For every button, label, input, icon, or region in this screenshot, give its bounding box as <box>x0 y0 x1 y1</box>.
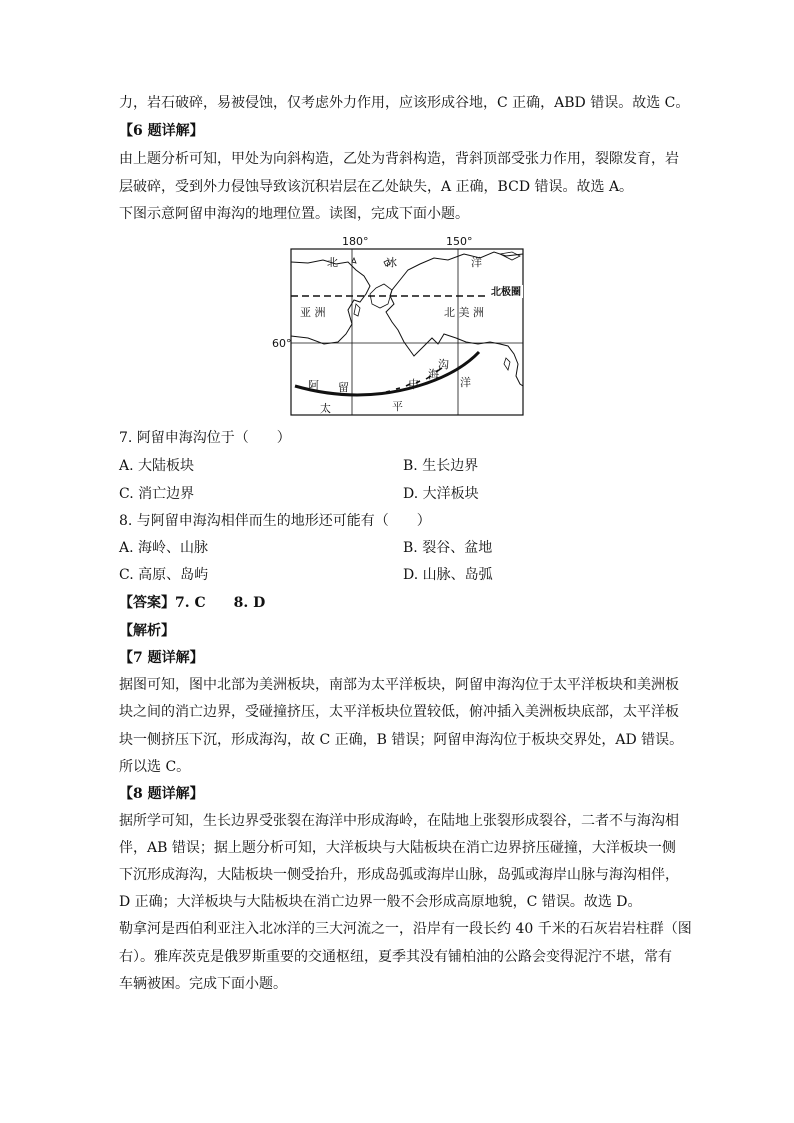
arctic-circle-label: 北极圈 <box>491 287 521 298</box>
text-line: 伴，AB 错误；据上题分析可知，大洋板块与大陆板块在消亡边界挤压碰撞，大洋板块一侧 <box>119 840 676 856</box>
text-line: D 正确；大洋板块与大陆板块在消亡边界一般不会形成高原地貌，C 错误。故选 D。 <box>119 894 642 910</box>
lon-label-180: 180° <box>342 235 369 248</box>
aleutian-trench-map <box>268 234 528 420</box>
map-label: 洋 <box>460 376 471 389</box>
option-7d: D. 大洋板块 <box>403 486 479 502</box>
lon-label-150: 150° <box>446 235 473 248</box>
map-label: 平 <box>392 400 403 413</box>
text-line: 右）。雅库茨克是俄罗斯重要的交通枢纽，夏季其没有铺柏油的公路会变得泥泞不堪，常有 <box>119 949 672 965</box>
asia-label: 亚 洲 <box>300 306 326 319</box>
text-line: 下图示意阿留申海沟的地理位置。读图，完成下面小题。 <box>119 206 469 222</box>
section-heading: 【8 题详解】 <box>119 786 204 802</box>
option-7a: A. 大陆板块 <box>119 458 195 474</box>
section-heading: 【6 题详解】 <box>119 123 204 139</box>
map-label: 阿 <box>308 379 319 392</box>
option-8d: D. 山脉、岛弧 <box>403 567 493 583</box>
option-8b: B. 裂谷、盆地 <box>403 540 493 556</box>
map-label: 北 <box>327 256 338 269</box>
map-label: 申 <box>408 378 419 391</box>
map-label: 沟 <box>438 358 449 371</box>
answer-line: 【答案】7. C 8. D <box>119 595 266 611</box>
text-line: 力，岩石破碎，易被侵蚀，仅考虑外力作用，应该形成谷地，C 正确，ABD 错误。故选 C。 <box>119 95 690 111</box>
text-line: 据图可知，图中北部为美洲板块，南部为太平洋板块，阿留申海沟位于太平洋板块和美洲板 <box>119 677 679 693</box>
analysis-heading: 【解析】 <box>119 623 175 639</box>
option-7c: C. 消亡边界 <box>119 486 195 502</box>
text-line: 据所学可知，生长边界受张裂在海洋中形成海岭，在陆地上张裂形成裂谷，二者不与海沟相 <box>119 813 679 829</box>
question-8: 8. 与阿留申海沟相伴而生的地形还可能有（ ） <box>119 513 431 529</box>
map-label: 冰 <box>386 256 397 269</box>
text-line: 块之间的消亡边界，受碰撞挤压，太平洋板块位置较低，俯冲插入美洲板块底部，太平洋板 <box>119 704 679 720</box>
map-label: 洋 <box>471 256 482 269</box>
option-7b: B. 生长边界 <box>403 458 479 474</box>
map-label: 太 <box>320 402 331 415</box>
north-america-label: 北 美 洲 <box>444 306 484 319</box>
text-line: 车辆被困。完成下面小题。 <box>119 976 287 992</box>
map-label: 留 <box>338 381 349 394</box>
question-7: 7. 阿留申海沟位于（ ） <box>119 430 291 446</box>
option-8c: C. 高原、岛屿 <box>119 567 209 583</box>
option-8a: A. 海岭、山脉 <box>119 540 209 556</box>
text-line: 由上题分析可知，甲处为向斜构造，乙处为背斜构造，背斜顶部受张力作用，裂隙发育，岩 <box>119 151 679 167</box>
map-label: 海 <box>428 368 439 381</box>
lat-label-60: 60° <box>272 337 292 350</box>
text-line: 下沉形成海沟，大陆板块一侧受抬升，形成岛弧或海岸山脉，岛弧或海岸山脉与海沟相伴， <box>119 867 679 883</box>
text-line: 勒拿河是西伯利亚注入北冰洋的三大河流之一，沿岸有一段长约 40 千米的石灰岩岩柱群（图 <box>119 921 692 937</box>
text-line: 块一侧挤压下沉，形成海沟，故 C 正确，B 错误；阿留申海沟位于板块交界处，AD 错误。 <box>119 732 684 748</box>
section-heading: 【7 题详解】 <box>119 650 204 666</box>
text-line: 层破碎，受到外力侵蚀导致该沉积岩层在乙处缺失，A 正确，BCD 错误。故选 A。 <box>119 179 634 195</box>
text-line: 所以选 C。 <box>119 759 191 775</box>
